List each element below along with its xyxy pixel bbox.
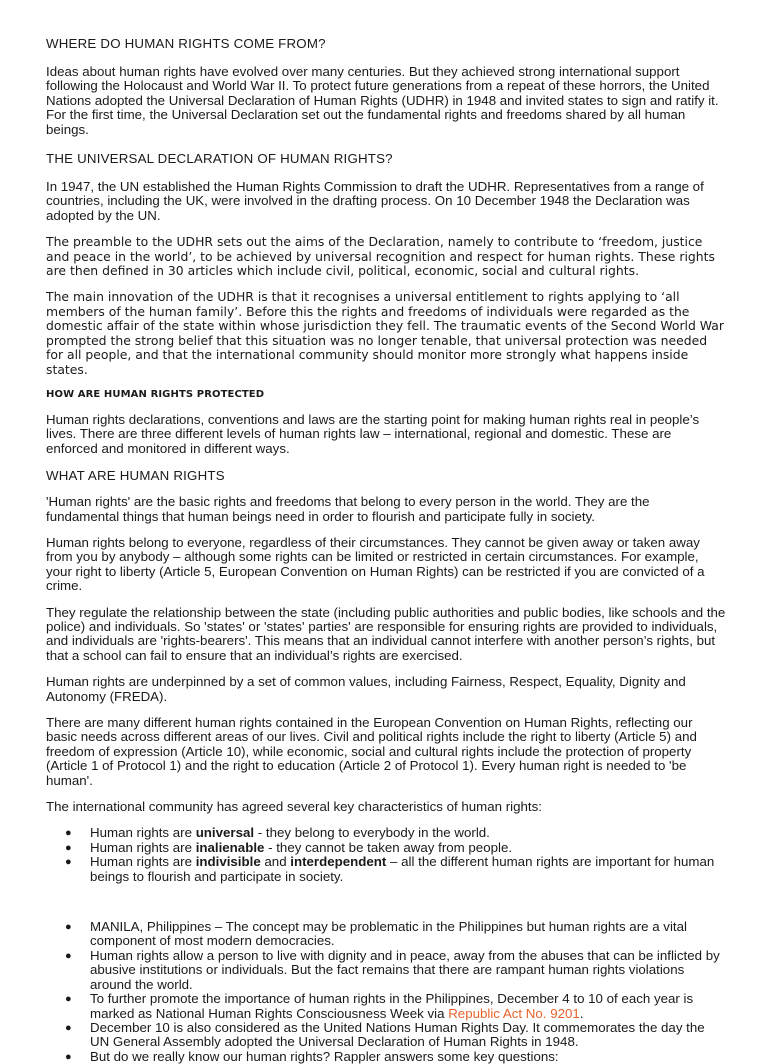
list-item-manila: ● MANILA, Philippines – The concept may be problematic in the Philippines but human rights are a vital component of most modern democracies.	[65, 919, 687, 949]
list-item-universal: ● Human rights are universal - they belong to everybody in the world.	[65, 825, 490, 841]
term-indivisible: indivisible	[195, 854, 261, 870]
paragraph-belong-to-everyone: Human rights belong to everyone, regardless of their circumstances. They cannot be given away or taken away from you by anybody – although some rights can be limited or restricted in certain circumstances. For example, your right to liberty (Article 5, European Convention on Human Rights) can be restricted if you are convicted of a crime.	[46, 534, 705, 594]
bullet-icon: ●	[65, 949, 72, 962]
bullet-icon: ●	[65, 841, 72, 854]
paragraph-protection-levels: Human rights declarations, conventions and laws are the starting point for making human rights real in people’s lives. There are three different levels of human rights law – international, regional and domestic. These are enforced and monitored in different ways.	[46, 411, 700, 456]
paragraph-definition: 'Human rights' are the basic rights and freedoms that belong to every person in the world. They are the fundamental things that human beings need in order to flourish and participate fully in society.	[46, 494, 650, 524]
heading-how-protected: HOW ARE HUMAN RIGHTS PROTECTED	[46, 388, 265, 400]
list-item-dignity: ● Human rights allow a person to live with dignity and in peace, away from the abuses that can be inflicted by abusive institutions or individuals. But the fact remains that there are rampant human rights violations around the world.	[65, 947, 720, 992]
paragraph-origins: Ideas about human rights have evolved over many centuries. But they achieved strong international support following the Holocaust and World War II. To protect future generations from a repeat of these horrors, the United Nations adopted the Universal Declaration of Human Rights (UDHR) in 1948 and invited states to sign and ratify it. For the first time, the Universal Declaration set out the fundamental rights and freedoms shared by all human beings.	[46, 64, 719, 137]
bullet-icon: ●	[65, 827, 72, 840]
bullet-icon: ●	[65, 993, 72, 1006]
characteristics-list	[46, 826, 726, 884]
bullet-icon: ●	[65, 1050, 72, 1063]
list-item-indivisible: ● Human rights are indivisible and interdependent – all the different human rights are important for human beings to flourish and participate in society.	[65, 854, 715, 884]
republic-act-link[interactable]: Republic Act No. 9201	[448, 1005, 580, 1021]
paragraph-key-characteristics: The international community has agreed several key characteristics of human rights:	[46, 799, 542, 815]
paragraph-udhr-drafting: In 1947, the UN established the Human Rights Commission to draft the UDHR. Representatives from a range of countries, including the UK, were involved in the drafting process. On 10 December 1948 the Declaration was adopted by the UN.	[46, 179, 704, 223]
bullet-icon: ●	[65, 1021, 72, 1034]
heading-universal-declaration: THE UNIVERSAL DECLARATION OF HUMAN RIGHTS?	[46, 151, 393, 167]
document-page	[46, 36, 726, 1064]
term-inalienable: inalienable	[195, 839, 265, 855]
heading-where-do-human-rights-come-from: WHERE DO HUMAN RIGHTS COME FROM?	[46, 36, 326, 51]
list-item-human-rights-day: ● December 10 is also considered as the United Nations Human Rights Day. It commemorates the day the UN General Assembly adopted the Universal Declaration of Human Rights in 1948.	[65, 1019, 705, 1050]
paragraph-freda-values: Human rights are underpinned by a set of common values, including Fairness, Respect, Equality, Dignity and Autonomy (FREDA).	[46, 674, 686, 704]
philippines-list	[46, 920, 726, 1064]
term-universal: universal	[195, 825, 255, 841]
paragraph-state-relationship: They regulate the relationship between the state (including public authorities and public bodies, like schools and the police) and individuals. So 'states' or 'states' parties' are responsible for ensuring rights are provided to individuals, and individuals are 'rights-bearers'. This means that an individual cannot interfere with another person’s rights, but that a school can fail to ensure that an individual’s rights are exercised.	[46, 604, 726, 663]
list-item-rappler-questions: ● But do we really know our human rights? Rappler answers some key questions:	[65, 1048, 559, 1064]
bullet-icon: ●	[65, 921, 72, 934]
list-item-consciousness-week: ● To further promote the importance of human rights in the Philippines, December 4 to 10 of each year is marked as National Human Rights Consciousness Week via Republic Act No. 9201.	[65, 991, 694, 1021]
bullet-icon: ●	[65, 856, 72, 869]
list-item-inalienable: ● Human rights are inalienable - they cannot be taken away from people.	[65, 839, 513, 855]
paragraph-udhr-innovation: The main innovation of the UDHR is that it recognises a universal entitlement to rights applying to ‘all members of the human family’. Before this the rights and freedoms of individuals were regarded as the domestic affair of the state within whose jurisdiction they fell. The traumatic events of the Second World War prompted the strong belief that this situation was no longer tenable, that universal protection was needed for all people, and that the international community should monitor more strongly what happens inside states.	[46, 289, 724, 377]
paragraph-convention-rights: There are many different human rights contained in the European Convention on Human Rights, reflecting our basic needs across different areas of our lives. Civil and political rights include the right to liberty (Article 5) and freedom of expression (Article 10), while economic, social and cultural rights include the protection of property (Article 1 of Protocol 1) and the right to education (Article 2 of Protocol 1). Every human right is needed to 'be human'.	[46, 715, 697, 788]
heading-what-are-human-rights: WHAT ARE HUMAN RIGHTS	[46, 468, 225, 484]
paragraph-udhr-preamble: The preamble to the UDHR sets out the aims of the Declaration, namely to contribute to ‘freedom, justice and peace in the world’, to be achieved by universal recognition and respect for human rights. These rights are then defined in 30 articles which include civil, political, economic, social and cultural rights.	[46, 234, 715, 279]
term-interdependent: interdependent	[290, 854, 387, 870]
